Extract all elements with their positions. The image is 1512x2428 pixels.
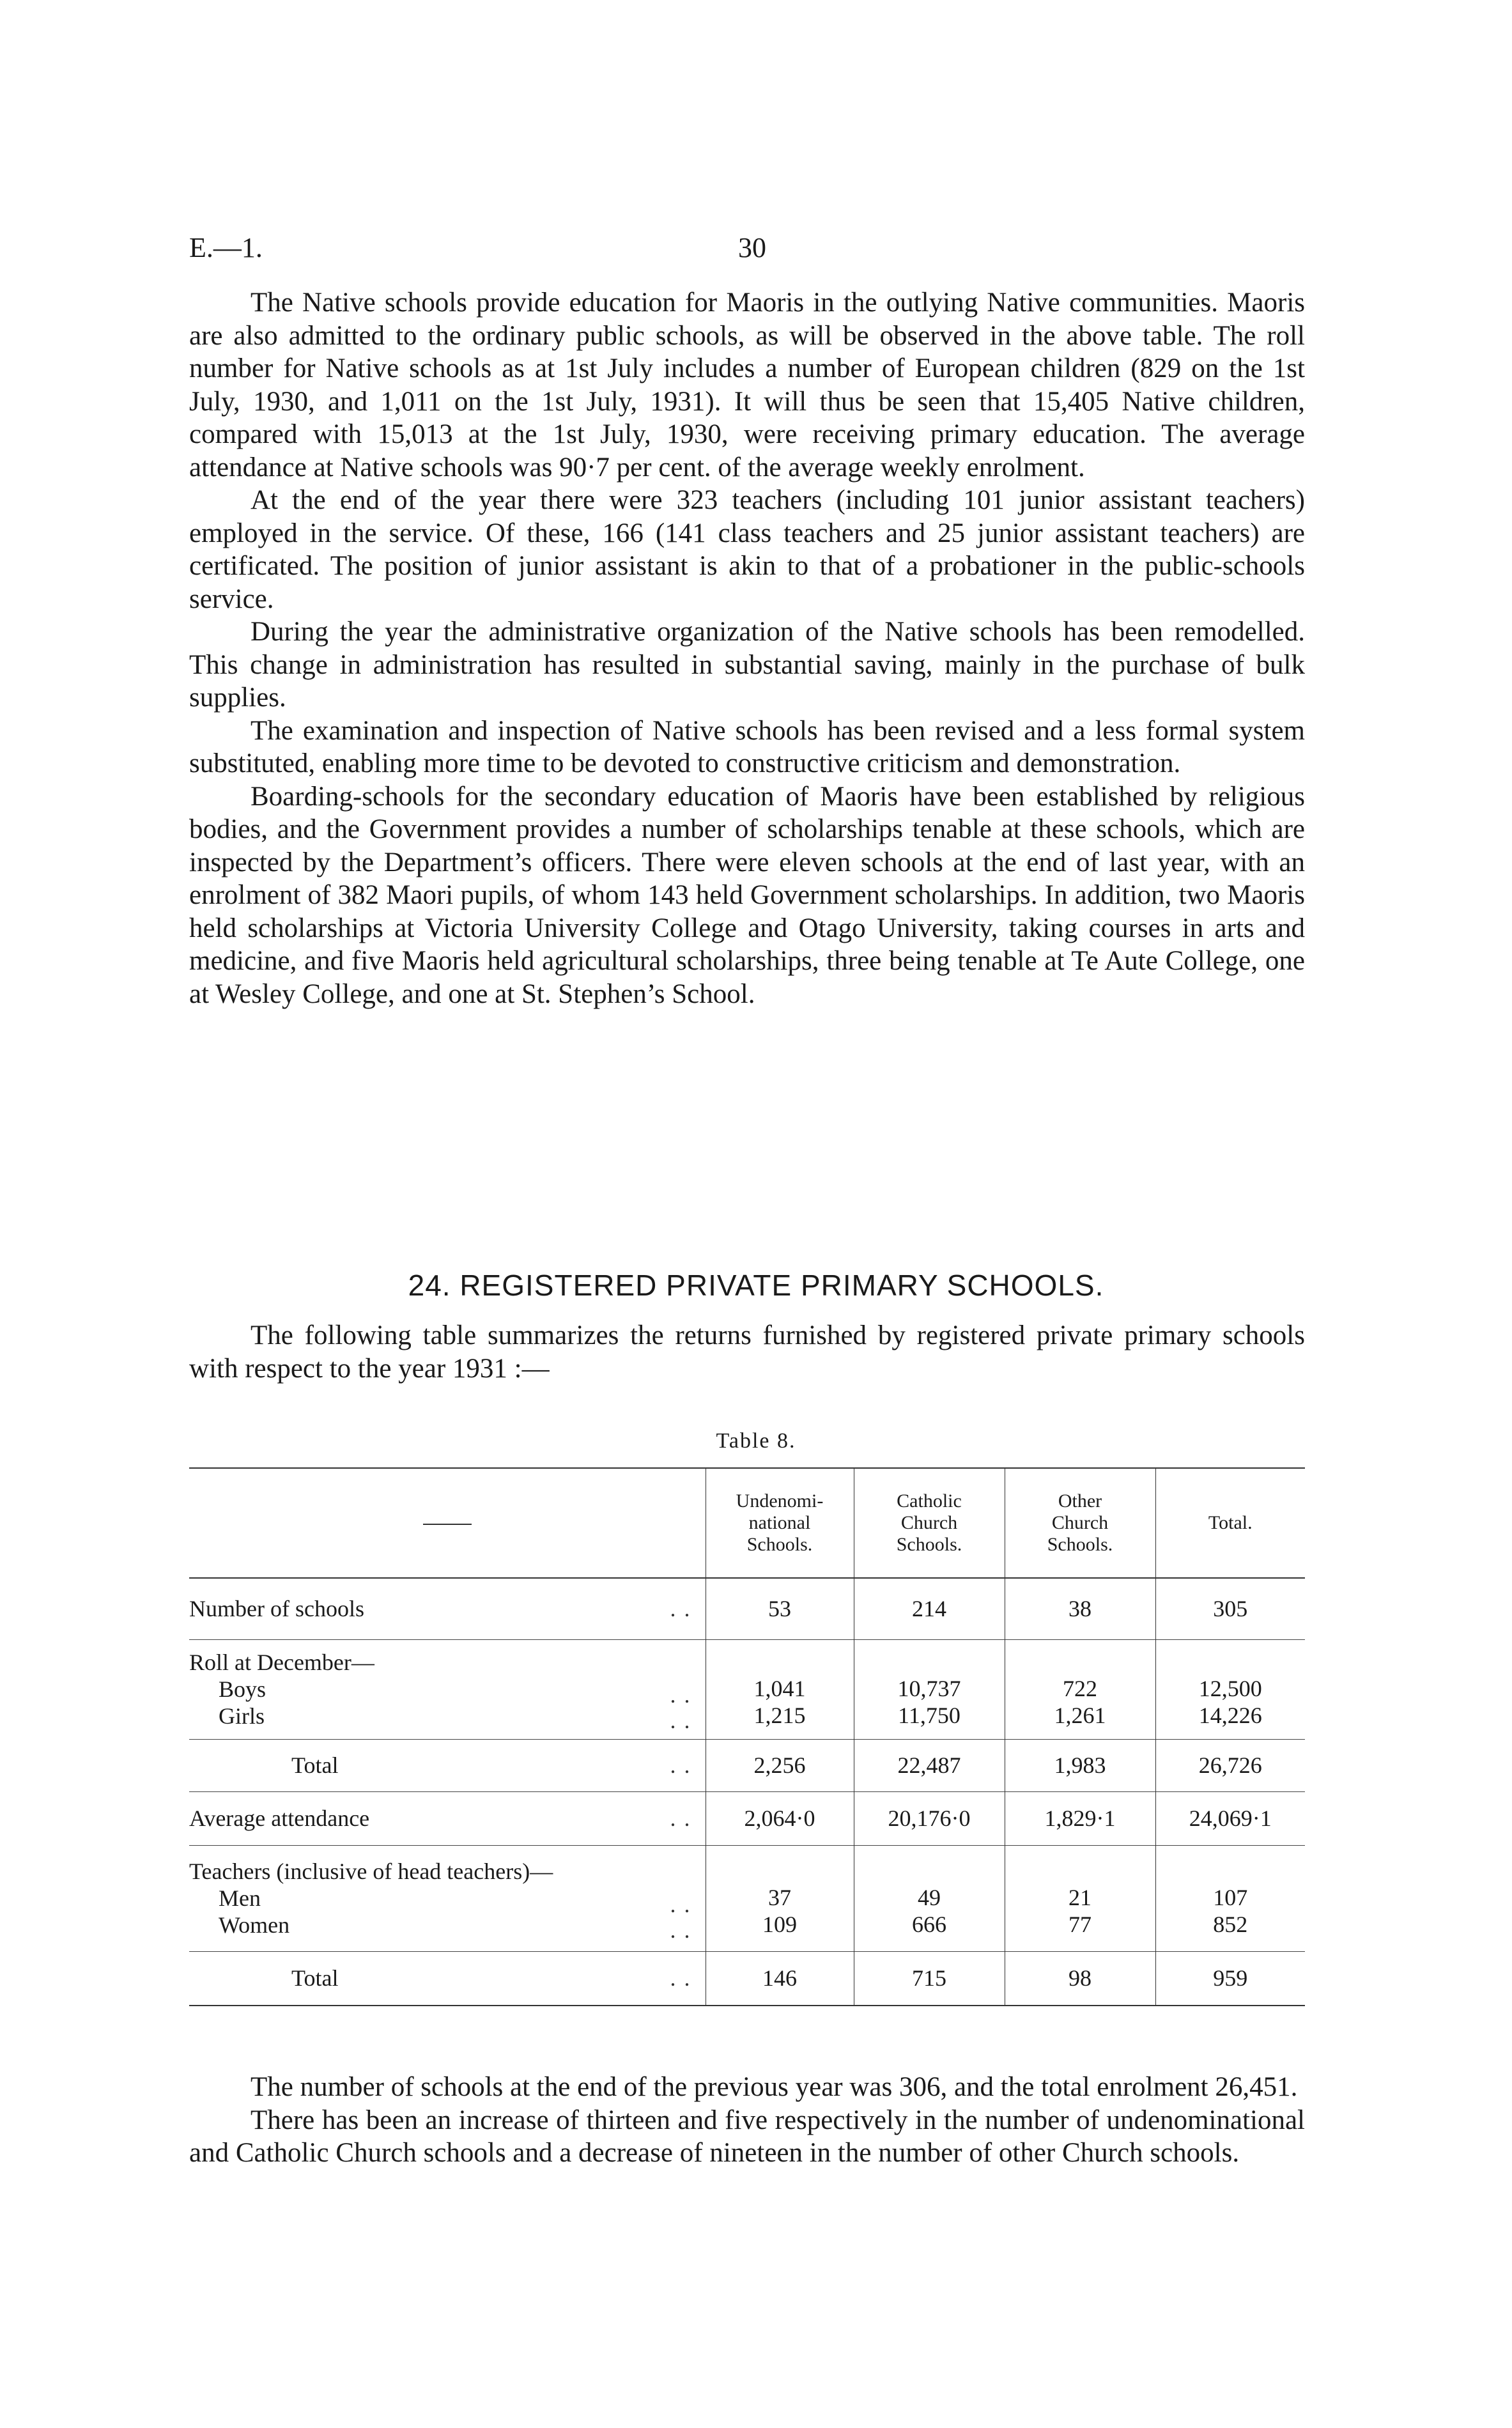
row-label: Number of schools . .: [189, 1578, 706, 1639]
paragraph: During the year the administrative organization of the Native schools has been remodelled. This change in administration has resulted in substantial saving, mainly in the purchase of bulk supplies.: [189, 617, 1305, 713]
table-cell: 38: [1005, 1578, 1155, 1639]
stub-header: [189, 1469, 706, 1578]
statistics-table: [189, 1467, 1305, 2006]
table-cell: 305: [1155, 1578, 1305, 1639]
section-lead-text: [189, 1319, 1305, 1385]
table-cell: 24,069·1: [1155, 1791, 1305, 1845]
table-cell: 37 109: [706, 1845, 854, 1951]
paragraph: The number of schools at the end of the previous year was 306, and the total enrolment 26,451.: [251, 2072, 1298, 2102]
table-row: [189, 1578, 1305, 1639]
table-cell: 10,737 11,750: [854, 1639, 1005, 1739]
table-cell: 107 852: [1155, 1845, 1305, 1951]
table-caption: Table 8.: [716, 1429, 796, 1453]
table-row: [189, 1639, 1305, 1739]
table-row: [189, 1845, 1305, 1951]
paragraph: There has been an increase of thirteen and five respectively in the number of undenominational and Catholic Church schools and a decrease of nineteen in the number of other Church schools.: [189, 2105, 1305, 2168]
table-cell: 2,064·0: [706, 1791, 854, 1845]
table-row: [189, 1791, 1305, 1845]
section-heading: 24. REGISTERED PRIVATE PRIMARY SCHOOLS.: [408, 1269, 1104, 1302]
table-cell: 959: [1155, 1951, 1305, 2005]
table-cell: 146: [706, 1951, 854, 2005]
page-number: 30: [738, 232, 766, 263]
table-cell: 22,487: [854, 1739, 1005, 1791]
document-reference: E.—1.: [189, 232, 263, 263]
paragraph: Boarding-schools for the secondary education of Maoris have been established by religious bodies, and the Government provides a number of scholarships tenable at these schools, which are inspected by the Department’s officers. There were eleven schools at the end of last year, with an enrolment of 382 Maori pupils, of whom 143 held Government scholarships. In addition, two Maoris held scholarships at Victoria University College and Otago University, taking courses in arts and medicine, and five Maoris held agricultural scholarships, three being tenable at Te Aute College, one at Wesley College, and one at St. Stephen’s School.: [189, 781, 1305, 1009]
table-cell: 20,176·0: [854, 1791, 1005, 1845]
native-schools-text: [189, 286, 1305, 1010]
paragraph: The following table summarizes the returns furnished by registered private primary schools with respect to the year 1931 :—: [189, 1320, 1305, 1384]
table-cell: 12,500 14,226: [1155, 1639, 1305, 1739]
table-cell: 2,256: [706, 1739, 854, 1791]
table-cell: 1,983: [1005, 1739, 1155, 1791]
table-cell: 21 77: [1005, 1845, 1155, 1951]
row-label: Total . .: [189, 1739, 706, 1791]
paragraph: The Native schools provide education for Maoris in the outlying Native communities. Maoris are also admitted to the ordinary public schools, as will be observed in the above table. The roll number for Native schools as at 1st July includes a number of European children (829 on the 1st July, 1930, and 1,011 on the 1st July, 1931). It will thus be seen that 15,405 Native children, compared with 15,013 at the 1st July, 1930, were receiving primary education. The average attendance at Native schools was 90·7 per cent. of the average weekly enrolment.: [189, 288, 1305, 483]
table-cell: 1,041 1,215: [706, 1639, 854, 1739]
row-label: Total . .: [189, 1951, 706, 2005]
table-cell: 26,726: [1155, 1739, 1305, 1791]
table-cell: 98: [1005, 1951, 1155, 2005]
column-header-total: Total.: [1155, 1469, 1305, 1578]
paragraph: At the end of the year there were 323 teachers (including 101 junior assistant teachers) employed in the service. Of these, 166 (141 class teachers and 25 junior assistant teachers) are certificated. The position of junior assistant is akin to that of a probationer in the public-schools service.: [189, 485, 1305, 614]
table-cell: 715: [854, 1951, 1005, 2005]
closing-text: [189, 2071, 1305, 2170]
table-header-row: [189, 1469, 1305, 1578]
table-cell: 214: [854, 1578, 1005, 1639]
table-cell: 49 666: [854, 1845, 1005, 1951]
header-dash: [423, 1524, 472, 1525]
row-label: Teachers (inclusive of head teachers)— Men . . Women . .: [189, 1845, 706, 1951]
column-header-other-church: Other Church Schools.: [1005, 1469, 1155, 1578]
column-header-catholic: Catholic Church Schools.: [854, 1469, 1005, 1578]
column-header-undenominational: Undenomi- national Schools.: [706, 1469, 854, 1578]
table-row: [189, 1951, 1305, 2005]
paragraph: The examination and inspection of Native schools has been revised and a less formal system substituted, enabling more time to be devoted to constructive criticism and demonstration.: [189, 715, 1305, 778]
table-cell: 53: [706, 1578, 854, 1639]
row-label: Average attendance . .: [189, 1791, 706, 1845]
table-row: [189, 1739, 1305, 1791]
table-cell: 722 1,261: [1005, 1639, 1155, 1739]
table-cell: 1,829·1: [1005, 1791, 1155, 1845]
table-bottom-rule: [189, 2005, 1305, 2006]
row-label: Roll at December— Boys . . Girls . .: [189, 1639, 706, 1739]
